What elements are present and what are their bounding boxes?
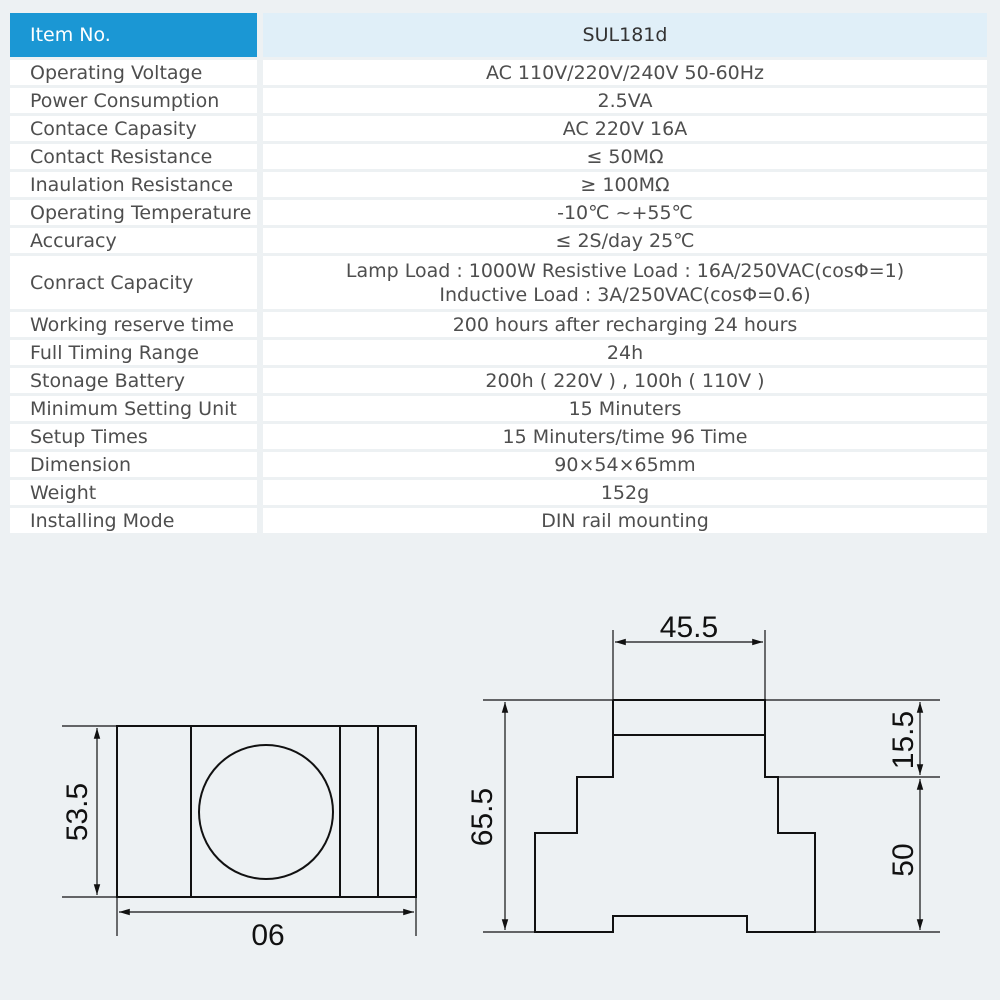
spec-value: AC 110V/220V/240V 50-60Hz	[263, 60, 987, 85]
spec-value: 90×54×65mm	[263, 452, 987, 477]
side-outline	[535, 735, 815, 932]
spec-value-line1: Lamp Load : 1000W Resistive Load : 16A/250VAC(cosΦ=1)	[345, 259, 905, 282]
side-top-width-label: 45.5	[659, 611, 719, 644]
spec-value-line2: Inductive Load : 3A/250VAC(cosΦ=0.6)	[439, 283, 811, 306]
spec-label: Working reserve time	[10, 312, 257, 337]
front-dimension-lines	[62, 726, 416, 936]
front-view	[117, 726, 416, 897]
spec-label: Setup Times	[10, 424, 257, 449]
spec-value: 24h	[263, 340, 987, 365]
side-top-block	[613, 700, 765, 735]
spec-value: ≤ 2S/day 25℃	[263, 228, 987, 253]
side-dimension-lines	[483, 630, 940, 932]
front-outline	[117, 726, 416, 897]
spec-value: 15 Minuters	[263, 396, 987, 421]
spec-label: Operating Temperature	[10, 200, 257, 225]
spec-label: Minimum Setting Unit	[10, 396, 257, 421]
front-height-label: 53.5	[61, 782, 94, 842]
spec-label: Full Timing Range	[10, 340, 257, 365]
dial-circle	[199, 745, 333, 879]
spec-label: Installing Mode	[10, 508, 257, 533]
spec-label: Dimension	[10, 452, 257, 477]
spec-label: Accuracy	[10, 228, 257, 253]
front-width-label: 06	[251, 919, 285, 952]
spec-value: -10℃ ~+55℃	[263, 200, 987, 225]
spec-value: 200h ( 220V ) , 100h ( 110V )	[263, 368, 987, 393]
side-view	[535, 700, 815, 932]
spec-label: Contact Resistance	[10, 144, 257, 169]
spec-value: 152g	[263, 480, 987, 505]
spec-value: ≥ 100MΩ	[263, 172, 987, 197]
spec-label: Operating Voltage	[10, 60, 257, 85]
side-total-height-label: 65.5	[466, 787, 499, 847]
spec-label: Weight	[10, 480, 257, 505]
spec-value: DIN rail mounting	[263, 508, 987, 533]
spec-label: Conract Capacity	[10, 256, 257, 309]
spec-value: 200 hours after recharging 24 hours	[263, 312, 987, 337]
spec-value: AC 220V 16A	[263, 116, 987, 141]
spec-value: 2.5VA	[263, 88, 987, 113]
spec-label: Inaulation Resistance	[10, 172, 257, 197]
header-value: SUL181d	[263, 13, 987, 57]
spec-value: ≤ 50MΩ	[263, 144, 987, 169]
spec-label: Stonage Battery	[10, 368, 257, 393]
spec-label: Contace Capasity	[10, 116, 257, 141]
header-label: Item No.	[10, 13, 257, 57]
spec-value: 15 Minuters/time 96 Time	[263, 424, 987, 449]
side-top-height-label: 15.5	[887, 710, 920, 770]
side-bottom-height-label: 50	[887, 843, 920, 877]
spec-label: Power Consumption	[10, 88, 257, 113]
